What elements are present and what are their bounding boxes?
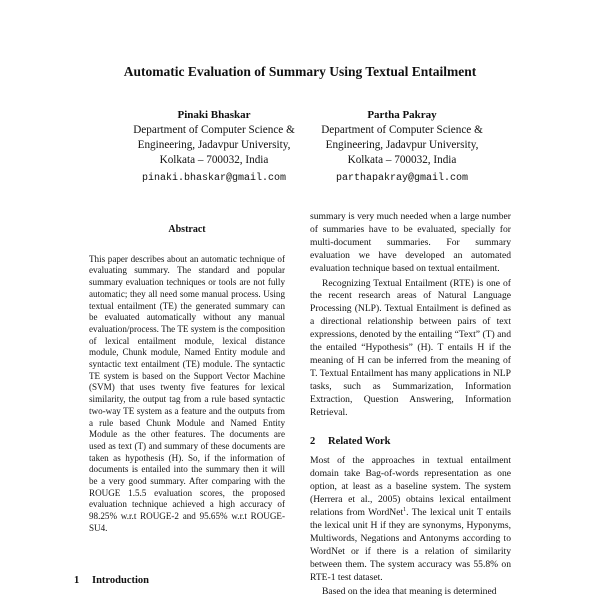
paragraph-text: . The lexical unit T entails the lexical unit H if they are synonyms, Hyponyms, Multiwords, Negations and Antonyms according to WordNet or if there is a relation of similarity between them. The system accuracy was 55.8% on RTE-1 test dataset. — [310, 507, 512, 583]
author-name: Partha Pakray — [367, 109, 437, 121]
section-number: 1 — [74, 575, 80, 586]
section-heading-related-work — [310, 436, 511, 449]
author-location: Kolkata – 700032, India — [159, 154, 269, 166]
author-email: parthapakray@gmail.com — [335, 173, 469, 184]
section-number: 2 — [310, 435, 316, 447]
section-title: Introduction — [92, 575, 149, 586]
paragraph: Recognizing Textual Entailment (RTE) is one of the recent research areas of Natural Language Processing (NLP). Textual Entailment is defined as a directional relationship between pairs of text expressions, denoted by the entailing “Text” (T) and the entailed “Hypothesis” (H). T entails H if the meaning of H can be inferred from the meaning of T. Textual Entailment has many applications in NLP tasks, such as Summarization, Information Extraction, Question Answering, Information Retrieval. — [310, 277, 511, 418]
right-column — [310, 211, 511, 599]
footnote-marker: 1 — [403, 506, 407, 513]
author-institution: Engineering, Jadavpur University, — [137, 139, 291, 151]
author-dept: Department of Computer Science & — [133, 124, 295, 136]
paragraph: summary is very much needed when a large number of summaries have to be evaluated, specially for multi-document summaries. For summary evaluation we have developed an automated evaluation technique based on textual entailment. — [310, 211, 511, 274]
paper-title: Automatic Evaluation of Summary Using Textual Entailment — [123, 64, 477, 79]
section-title: Related Work — [328, 435, 391, 447]
abstract-text: This paper describes about an automatic technique of evaluating summary. The standard and popular summary evaluation techniques or tools are not fully automatic; they all need some manual process. Using textual entailment (TE) the generated summary can be evaluated automatically without any manual evaluation/process. The TE system is the composition of lexical entailment module, lexical distance module, Chunk module, Named Entity module and syntactic text entailment (TE) module. The syntactic TE system is based on the Support Vector Machine (SVM) that uses twenty five features for lexical similarity, the output tag from a rule based syntactic two-way TE system as a feature and the outputs from a rule based Chunk Module and Named Entity Module as the other features. The documents are used as text (T) and summary of these documents are taken as hypothesis (H). So, if the information of documents is entailed into the summary then it will be a very good summary. After comparing with the ROUGE 1.5.5 evaluation scores, the proposed evaluation technique achieved a high accuracy of 98.25% w.r.t ROUGE-2 and 95.65% w.r.t ROUGE-SU4. — [89, 253, 285, 533]
paragraph: Based on the idea that meaning is determined — [322, 586, 497, 598]
author-block — [302, 108, 502, 186]
paragraph-text: Most of the approaches in textual entailment domain take Bag-of-words representation as one option, at least as a baseline system. The system (Herrera et al., 2005) obtains lexical entailment relations from WordNet — [310, 455, 511, 519]
author-location: Kolkata – 700032, India — [347, 154, 457, 166]
author-block — [114, 108, 314, 186]
author-email: pinaki.bhaskar@gmail.com — [141, 173, 287, 184]
paragraph — [310, 455, 511, 584]
author-name: Pinaki Bhaskar — [177, 109, 251, 121]
section-heading-introduction — [74, 575, 149, 586]
abstract-heading: Abstract — [168, 224, 206, 235]
author-institution: Engineering, Jadavpur University, — [325, 139, 479, 151]
left-column — [89, 212, 285, 535]
author-dept: Department of Computer Science & — [321, 124, 483, 136]
